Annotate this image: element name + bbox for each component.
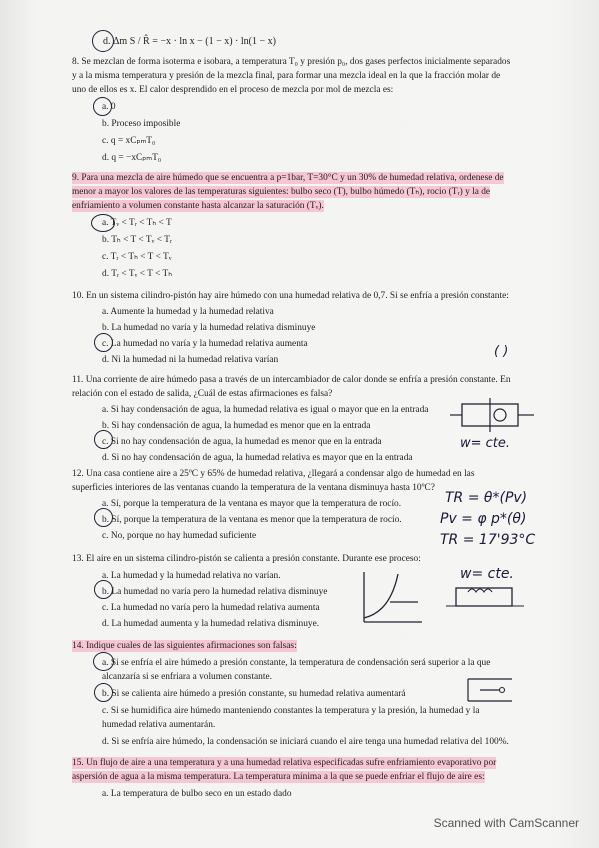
q8-stem-1: 8. Se mezclan de forma isoterma e isobara, a temperatura T₀ y presión p₀, dos gases perfectos inicialmente separados [72, 57, 511, 67]
q7-option-d: d. Δm S / R̂ = −x · ln x − (1 − x) · ln(1 − x) [103, 36, 276, 47]
handwritten-tr-equation: TR = θ*(Pv) [445, 490, 528, 506]
q10-option-d: d. Ni la humedad ni la humedad relativa varían [102, 355, 279, 365]
q10-option-a: a. Aumente la humedad y la humedad relativa [102, 307, 274, 317]
answer-circle-q11 [94, 430, 113, 449]
q14-option-c-1: c. Si se humidifica aire húmedo manteniendo constantes la temperatura y la presión, la humedad y la [102, 706, 480, 716]
q13-option-a: a. La humedad y la humedad relativa no varían. [102, 571, 281, 581]
q14-option-a-1: a. Si se enfría el aire húmedo a presión constante, la temperatura de condensación será superior a la que [102, 658, 491, 668]
q12-option-a: a. Sí, porque la temperatura de la ventana es mayor que la temperatura de rocío. [102, 499, 402, 509]
q13-option-b: b. La humedad no varía pero la humedad relativa disminuye [102, 587, 328, 597]
q12-option-c: c. No, porque no hay humedad suficiente [102, 531, 257, 541]
q13-stem-1: 13. El aire en un sistema cilindro-pistón se calienta a presión constante. Durante ese proceso: [72, 554, 421, 564]
q11-option-c: c. Si no hay condensación de agua, la humedad es menor que en la entrada [102, 437, 382, 447]
q8-option-a: a. 0 [102, 102, 116, 112]
answer-circle-q9 [91, 214, 115, 232]
camscanner-footer: Scanned with CamScanner [433, 816, 579, 830]
q14-option-b: b. Si se calienta aire húmedo a presión constante, su humedad relativa aumentará [102, 689, 406, 699]
q10-stem-1: 10. En un sistema cilindro-pistón hay aire húmedo con una humedad relativa de 0,7. Si se enfría a presión constante: [72, 291, 509, 301]
q9-stem-3: enfriamiento a volumen constante hasta alcanzar la saturación (Tᵥ). [72, 201, 324, 211]
q13-option-d: d. La humedad aumenta y la humedad relativa disminuye. [102, 619, 320, 629]
q14-option-a-2: alcanzaría si se enfriara a volumen constante. [102, 672, 272, 682]
handwritten-parens: ( ) [494, 344, 509, 359]
handwritten-piston-sketch [466, 677, 516, 703]
handwritten-pv-equation: Pv = φ p*(θ) [440, 511, 527, 527]
q9-option-c: c. Tᵣ < Tₕ < T < Tᵥ [102, 252, 172, 262]
answer-circle-q13 [94, 580, 113, 599]
handwritten-psychrometric-sketch [360, 568, 430, 628]
q13-option-c: c. La humedad no varía pero la humedad relativa aumenta [102, 603, 320, 613]
q8-stem-3: uno de ellos es x. El calor desprendido en el proceso de mezcla por mol de mezcla es: [72, 85, 394, 95]
q9-option-a: a. Tᵥ < Tᵣ < Tₕ < T [102, 218, 172, 228]
q15-option-a: a. La temperatura de bulbo seco en un estado dado [102, 789, 292, 799]
handwritten-cylinder-sketch [446, 584, 526, 612]
q12-option-b: b. Sí, porque la temperatura de la ventana es menor que la temperatura de rocío. [102, 515, 402, 525]
q11-option-b: b. Si hay condensación de agua, la humedad es menor que en la entrada [102, 421, 371, 431]
q10-option-b: b. La humedad no varía y la humedad relativa disminuye [102, 323, 316, 333]
q15-stem-1: 15. Un flujo de aire a una temperatura y a una humedad relativa especificadas sufre enfriamiento evaporativo por [72, 758, 497, 768]
q9-stem-2: menor a mayor los valores de las temperaturas siguientes: bulbo seco (T), bulbo húmedo (Tₕ), rocio (Tᵣ) y la de [72, 187, 491, 197]
answer-circle-q7 [92, 30, 114, 52]
q9-option-d: d. Tᵣ < Tᵥ < T < Tₕ [102, 269, 173, 279]
answer-circle-q14b [94, 683, 113, 702]
answer-circle-q12 [94, 508, 113, 527]
handwritten-heat-exchanger-sketch [450, 396, 540, 436]
q14-stem-1: 14. Indique cuales de las siguientes afirmaciones son falsas: [72, 641, 297, 651]
q8-option-b: b. Proceso imposible [102, 119, 181, 129]
q9-stem-1: 9. Para una mezcla de aire húmedo que se encuentra a p=1bar, T=30°C y un 30% de humedad relativa, ordenese de [72, 173, 504, 183]
q8-stem-2: y a la misma temperatura y presión de la mezcla final, para formar una mezcla ideal en la que la fracción molar de [72, 71, 501, 81]
q12-stem-2: superficies interiores de las ventanas cuando la temperatura de la ventana disminuya hasta 10ºC? [72, 483, 435, 493]
q8-option-c: c. q = xCₚₘT₀ [102, 136, 156, 146]
handwritten-tr-value: TR = 17'93°C [440, 532, 536, 548]
handwritten-w-cte-q11: w= cte. [460, 436, 511, 451]
answer-circle-q14a [93, 652, 114, 671]
answer-circle-q8 [93, 97, 112, 116]
q9-option-b: b. Tₕ < T < Tᵥ < Tᵣ [102, 235, 173, 245]
answer-circle-q10 [94, 333, 113, 352]
q10-option-c: c. La humedad no varía y la humedad relativa aumenta [102, 339, 308, 349]
q15-stem-2: aspersión de agua a la misma temperatura. La temperatura mínima a la que se puede enfriar el flujo de aire es: [72, 772, 485, 782]
q11-stem-2: relación con el estado de salida, ¿Cuál de estas afirmaciones es falsa? [72, 389, 333, 399]
q14-option-d: d. Si se enfría aire húmedo, la condensación se iniciará cuando el aire tenga una humedad relativa del 100%. [102, 737, 509, 747]
q11-option-d: d. Si no hay condensación de agua, la humedad relativa es mayor que en la entrada [102, 453, 413, 463]
q8-option-d: d. q = −xCₚₘT₀ [102, 153, 162, 163]
handwritten-w-cte-q13: w= cte. [460, 566, 514, 582]
q14-option-c-2: humedad relativa aumentarán. [102, 720, 216, 730]
q12-stem-1: 12. Una casa contiene aire a 25ºC y 65% de humedad relativa, ¿llegará a condensar algo de humedad en las [72, 469, 475, 479]
q11-option-a: a. Si hay condensación de agua, la humedad relativa es igual o mayor que en la entrada [102, 405, 429, 415]
q11-stem-1: 11. Una corriente de aire húmedo pasa a través de un intercambiador de calor donde se enfría a presión constante. En [72, 375, 511, 385]
